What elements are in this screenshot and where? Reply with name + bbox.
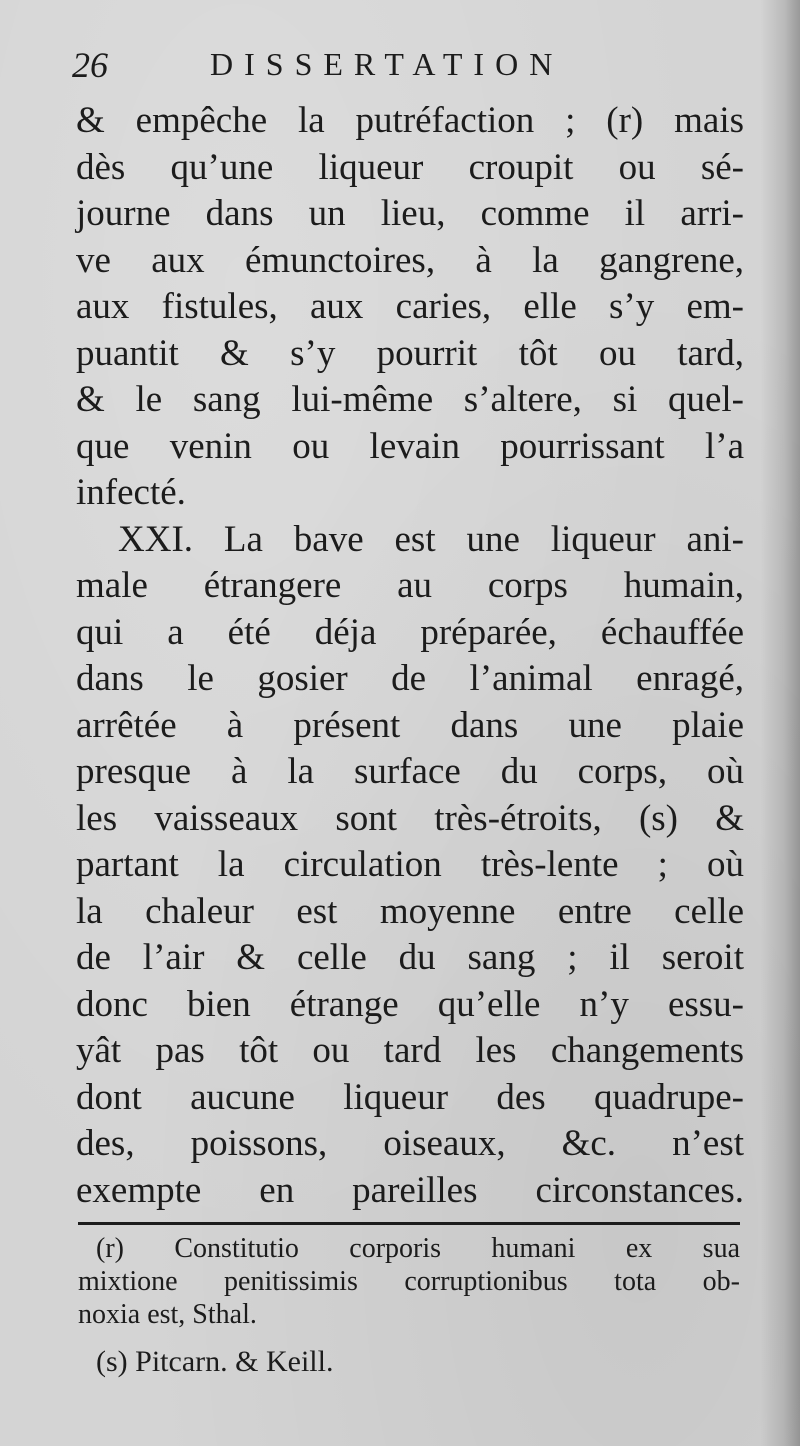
page-number: 26 [72, 45, 108, 85]
running-title: DISSERTATION [210, 46, 564, 82]
text-line: de l’air & celle du sang ; il seroit [76, 937, 744, 978]
page-edge-shadow [760, 0, 800, 1446]
text-line: aux fistules, aux caries, elle s’y em- [76, 286, 744, 327]
page-header [70, 40, 750, 100]
section-start-line: XXI. La bave est une liqueur ani- [118, 518, 744, 560]
text-line: puantit & s’y pourrit tôt ou tard, [76, 332, 744, 374]
text-line: dont aucune liqueur des quadrupe- [76, 1076, 744, 1118]
text-line: dans le gosier de l’animal enragé, [76, 658, 744, 699]
text-line: presque à la surface du corps, où [76, 751, 744, 792]
text-line: la chaleur est moyenne entre celle [76, 890, 744, 932]
text-line: & le sang lui-même s’altere, si quel- [76, 379, 744, 420]
text-line: journe dans un lieu, comme il arri- [76, 193, 744, 234]
text-line: yât pas tôt ou tard les changements [76, 1030, 744, 1071]
text-line: des, poissons, oiseaux, &c. n’est [76, 1123, 744, 1164]
footnote-r [78, 1232, 740, 1331]
text-line: donc bien étrange qu’elle n’y essu- [76, 983, 744, 1025]
text-line: partant la circulation très-lente ; où [76, 844, 744, 885]
text-line: exempte en pareilles circonstances. [76, 1169, 744, 1211]
text-line: & empêche la putréfaction ; (r) mais [76, 100, 744, 141]
text-line: infecté. [76, 472, 186, 513]
footnote-line: noxia est, Sthal. [78, 1299, 257, 1330]
footnote-line: (r) Constitutio corporis humani ex sua [96, 1233, 740, 1264]
body-text [76, 98, 744, 1214]
text-line: dès qu’une liqueur croupit ou sé- [76, 146, 744, 188]
text-line: que venin ou levain pourrissant l’a [76, 425, 744, 467]
text-line: arrêtée à présent dans une plaie [76, 704, 744, 746]
footnote-line: mixtione penitissimis corruptionibus tota ob- [78, 1266, 740, 1297]
text-line: qui a été déja préparée, échauffée [76, 611, 744, 653]
footnote-s: (s) Pitcarn. & Keill. [96, 1345, 334, 1378]
text-line: les vaisseaux sont très-étroits, (s) & [76, 797, 744, 839]
text-line: male étrangere au corps humain, [76, 565, 744, 606]
footnote-divider [78, 1222, 740, 1225]
text-line: ve aux émunctoires, à la gangrene, [76, 239, 744, 281]
